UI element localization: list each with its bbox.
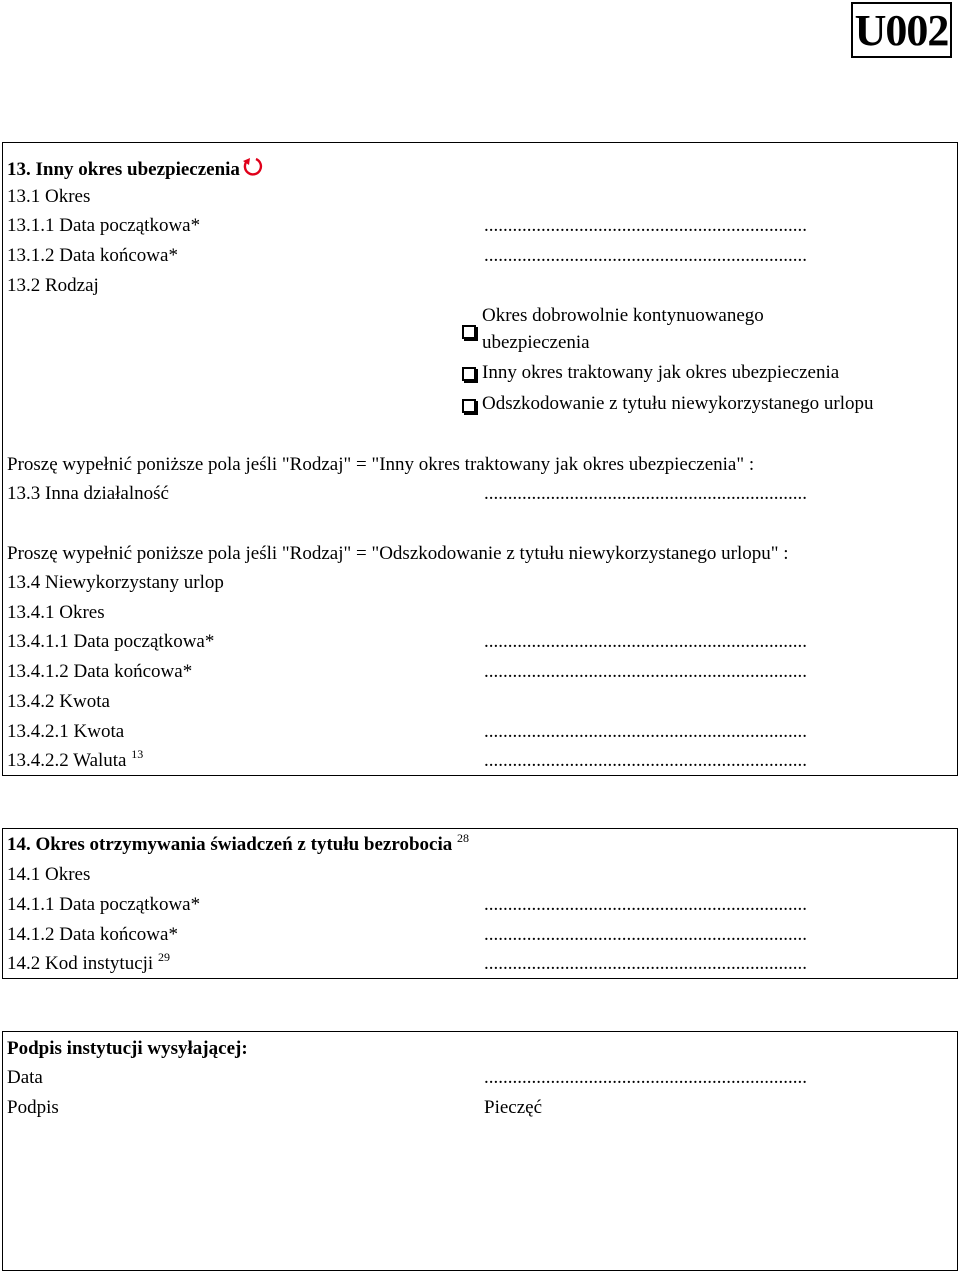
- section-14-title-text: 14. Okres otrzymywania świadczeń z tytułu bezrobocia: [7, 834, 453, 855]
- urlop-data-poczatkowa-label: 13.4.1.1 Data początkowa*: [7, 631, 215, 652]
- kwota-field[interactable]: ....................................................................: [484, 721, 807, 742]
- okres-label: 13.1 Okres: [7, 186, 91, 207]
- inna-dzialalnosc-label: 13.3 Inna działalność: [7, 483, 169, 504]
- section-13-title-text: 13. Inny okres ubezpieczenia: [7, 159, 240, 180]
- urlop-okres-label: 13.4.1 Okres: [7, 602, 105, 623]
- signature-podpis-label: Podpis: [7, 1097, 59, 1118]
- signature-section: [2, 1031, 958, 1271]
- option-dobrowolne-line1: Okres dobrowolnie kontynuowanego: [482, 305, 764, 326]
- signature-pieczec-label: Pieczęć: [484, 1097, 543, 1118]
- urlop-label: 13.4 Niewykorzystany urlop: [7, 572, 224, 593]
- rodzaj-label: 13.2 Rodzaj: [7, 275, 99, 296]
- s14-data-koncowa-field[interactable]: ....................................................................: [484, 924, 807, 945]
- signature-title: Podpis instytucji wysyłającej:: [7, 1038, 248, 1059]
- option-dobrowolne-line2: ubezpieczenia: [482, 332, 590, 353]
- data-poczatkowa-label: 13.1.1 Data początkowa*: [7, 215, 201, 236]
- waluta-label: [7, 747, 144, 772]
- data-koncowa-field[interactable]: ....................................................................: [484, 245, 807, 266]
- section-13-title: [7, 155, 263, 183]
- option-inny-okres-label: Inny okres traktowany jak okres ubezpieczenia: [482, 362, 840, 383]
- waluta-field[interactable]: ....................................................................: [484, 750, 807, 771]
- data-koncowa-label: 13.1.2 Data końcowa*: [7, 245, 178, 266]
- s14-data-poczatkowa-label: 14.1.1 Data początkowa*: [7, 894, 201, 915]
- option-odszkodowanie-label: Odszkodowanie z tytułu niewykorzystanego urlopu: [482, 393, 874, 414]
- urlop-data-poczatkowa-field[interactable]: ....................................................................: [484, 631, 807, 652]
- kod-instytucji-footnote: 29: [157, 950, 170, 964]
- waluta-footnote: 13: [131, 747, 144, 761]
- section-14: [2, 828, 958, 979]
- urlop-data-koncowa-field[interactable]: ....................................................................: [484, 661, 807, 682]
- form-code: U002: [851, 2, 952, 58]
- s14-data-koncowa-label: 14.1.2 Data końcowa*: [7, 924, 178, 945]
- note-inny-okres: Proszę wypełnić poniższe pola jeśli "Rodzaj" = "Inny okres traktowany jak okres ubezpieczenia" :: [7, 454, 755, 475]
- signature-data-label: Data: [7, 1067, 43, 1088]
- kwota-kwota-label: 13.4.2.1 Kwota: [7, 721, 125, 742]
- s14-data-poczatkowa-field[interactable]: ....................................................................: [484, 894, 807, 915]
- s14-okres-label: 14.1 Okres: [7, 864, 91, 885]
- section-14-footnote: 28: [456, 831, 469, 845]
- option-odszkodowanie-checkbox[interactable]: [462, 399, 476, 413]
- kod-instytucji-label: [7, 950, 170, 975]
- waluta-text: 13.4.2.2 Waluta: [7, 750, 127, 771]
- kod-instytucji-text: 14.2 Kod instytucji: [7, 953, 154, 974]
- inna-dzialalnosc-field[interactable]: ....................................................................: [484, 483, 807, 504]
- kod-instytucji-field[interactable]: ....................................................................: [484, 953, 807, 974]
- section-13: [2, 142, 958, 776]
- section-14-title: [7, 831, 469, 856]
- urlop-data-koncowa-label: 13.4.1.2 Data końcowa*: [7, 661, 193, 682]
- signature-data-field[interactable]: ....................................................................: [484, 1067, 807, 1088]
- refresh-icon[interactable]: [241, 155, 263, 183]
- note-odszkodowanie: Proszę wypełnić poniższe pola jeśli "Rodzaj" = "Odszkodowanie z tytułu niewykorzystanego urlopu" :: [7, 543, 789, 564]
- option-dobrowolne-checkbox[interactable]: [462, 325, 476, 339]
- kwota-label: 13.4.2 Kwota: [7, 691, 110, 712]
- option-inny-okres-checkbox[interactable]: [462, 367, 476, 381]
- data-poczatkowa-field[interactable]: ....................................................................: [484, 215, 807, 236]
